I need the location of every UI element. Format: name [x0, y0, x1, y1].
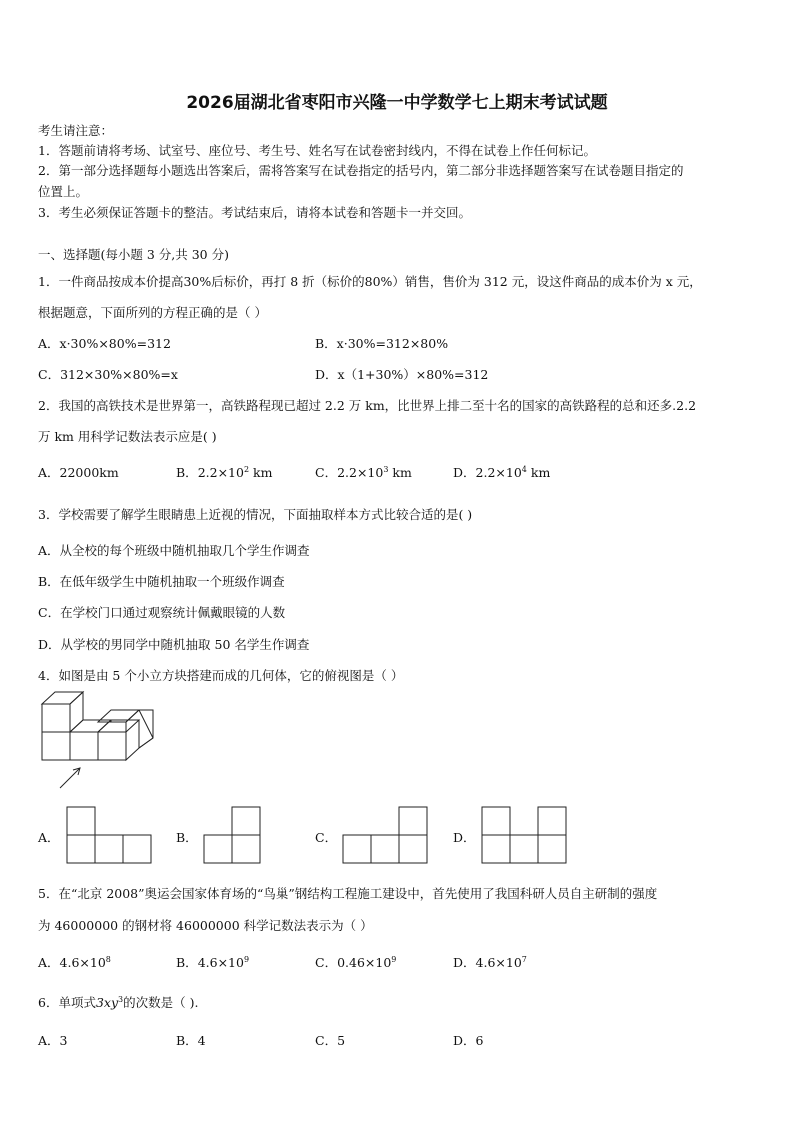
section-heading: 一、选择题(每小题 3 分,共 30 分) [38, 247, 229, 262]
q5-option-a-exp: 8 [105, 955, 111, 964]
q2-stem-line1: 2．我国的高铁技术是世界第一，高铁路程现已超过 2.2 万 km，比世界上排二至十名的国家的高铁路程的总和还多.2.2 [38, 398, 697, 413]
q5-option-b [176, 953, 249, 971]
q5-option-d [453, 953, 527, 971]
q3-option-a: A．从全校的每个班级中随机抽取几个学生作调查 [38, 543, 310, 558]
q2-option-a: A．22000km [38, 465, 119, 480]
q2-option-b-exp: 2 [243, 465, 250, 474]
q6-option-b: B．4 [176, 1033, 206, 1048]
q3-stem: 3．学校需要了解学生眼睛患上近视的情况，下面抽取样本方式比较合适的是( ) [38, 507, 473, 522]
notice-item-2: 2．第一部分选择题每小题选出答案后，需将答案写在试卷指定的括号内，第二部分非选择题答案写在试卷题目指定的 [38, 163, 684, 178]
q6-monomial-exp: 3 [118, 995, 124, 1004]
q1-option-b: B．x·30%=312×80% [315, 336, 449, 351]
q4-option-b-label: B． [176, 830, 198, 845]
q2-option-d-label: D． [453, 465, 476, 480]
q6-option-a: A．3 [38, 1033, 68, 1048]
notice-item-3: 3．考生必须保证答题卡的整洁。考试结束后，请将本试卷和答题卡一并交回。 [38, 205, 471, 220]
q2-stem-line2: 万 km 用科学记数法表示应是( ) [38, 429, 217, 444]
q6-option-c: C．5 [315, 1033, 346, 1048]
q2-option-c-unit: km [388, 465, 412, 480]
q5-option-c-exp: 9 [391, 955, 397, 964]
q5-option-d-exp: 7 [521, 955, 527, 964]
notice-heading: 考生请注意： [38, 123, 114, 138]
q5-option-a [38, 953, 111, 971]
q5-option-b-base: 4.6×10 [197, 955, 244, 970]
q2-option-d-exp: 4 [521, 465, 527, 474]
q6-stem-pre: 6．单项式 [38, 995, 96, 1010]
notice-item-2-cont: 位置上。 [38, 184, 89, 199]
q1-option-c: C．312×30%×80%=x [38, 367, 178, 382]
q3-option-b: B．在低年级学生中随机抽取一个班级作调查 [38, 574, 285, 589]
q2-option-c-label: C． [315, 465, 338, 480]
q5-option-c-label: C． [315, 955, 338, 970]
q1-stem-line2: 根据题意，下面所列的方程正确的是（ ） [38, 305, 267, 320]
q5-option-b-label: B． [176, 955, 198, 970]
q3-option-d: D．从学校的男同学中随机抽取 50 名学生作调查 [38, 637, 310, 652]
q2-option-b-label: B． [176, 465, 198, 480]
q1-stem-line1: 1．一件商品按成本价提高30%后标价，再打 8 折（标价的80%）销售，售价为 312 元，设这件商品的成本价为 x 元， [38, 274, 702, 289]
q6-stem [38, 993, 198, 1011]
page-title: 2026届湖北省枣阳市兴隆一中学数学七上期末考试试题 [186, 93, 608, 113]
q2-option-d-unit: km [526, 465, 551, 480]
q4-option-b-grid [204, 807, 260, 863]
q4-option-c-label: C． [315, 830, 338, 845]
q1-option-a: A．x·30%×80%=312 [38, 336, 171, 351]
q5-option-a-label: A． [38, 955, 60, 970]
q5-option-c [315, 953, 396, 971]
q5-option-d-base: 4.6×10 [475, 955, 522, 970]
q5-stem-line1: 5．在“北京 2008”奥运会国家体育场的“鸟巢”钢结构工程施工建设中，首先使用了我国科研人员自主研制的强度 [38, 886, 658, 901]
q2-option-c-exp: 3 [383, 465, 389, 474]
q2-option-c-base: 2.2×10 [337, 465, 384, 480]
q3-option-c: C．在学校门口通过观察统计佩戴眼镜的人数 [38, 605, 286, 620]
q5-option-b-exp: 9 [243, 955, 250, 964]
q2-option-d-base: 2.2×10 [475, 465, 522, 480]
q4-option-a-label: A． [38, 830, 60, 845]
q5-stem-line2: 为 46000000 的钢材将 46000000 科学记数法表示为（ ） [38, 918, 373, 933]
q5-option-d-label: D． [453, 955, 476, 970]
q6-stem-post: 的次数是（ ). [123, 995, 199, 1010]
q2-option-b-base: 2.2×10 [197, 465, 244, 480]
q4-option-c-grid [343, 807, 427, 863]
q4-option-d-label: D． [453, 830, 476, 845]
q2-option-b-unit: km [249, 465, 273, 480]
q4-option-a-grid [67, 807, 151, 863]
q5-option-a-base: 4.6×10 [59, 955, 106, 970]
q6-monomial: 3xy [95, 995, 119, 1010]
q4-stem: 4．如图是由 5 个小立方块搭建而成的几何体，它的俯视图是（ ） [38, 668, 404, 683]
q5-option-c-base: 0.46×10 [337, 955, 392, 970]
q1-option-d: D．x（1+30%）×80%=312 [315, 367, 489, 382]
q4-option-d-grid [482, 807, 566, 863]
notice-item-1: 1．答题前请将考场、试室号、座位号、考生号、姓名写在试卷密封线内，不得在试卷上作任何标记。 [38, 143, 596, 158]
q6-option-d: D．6 [453, 1033, 484, 1048]
